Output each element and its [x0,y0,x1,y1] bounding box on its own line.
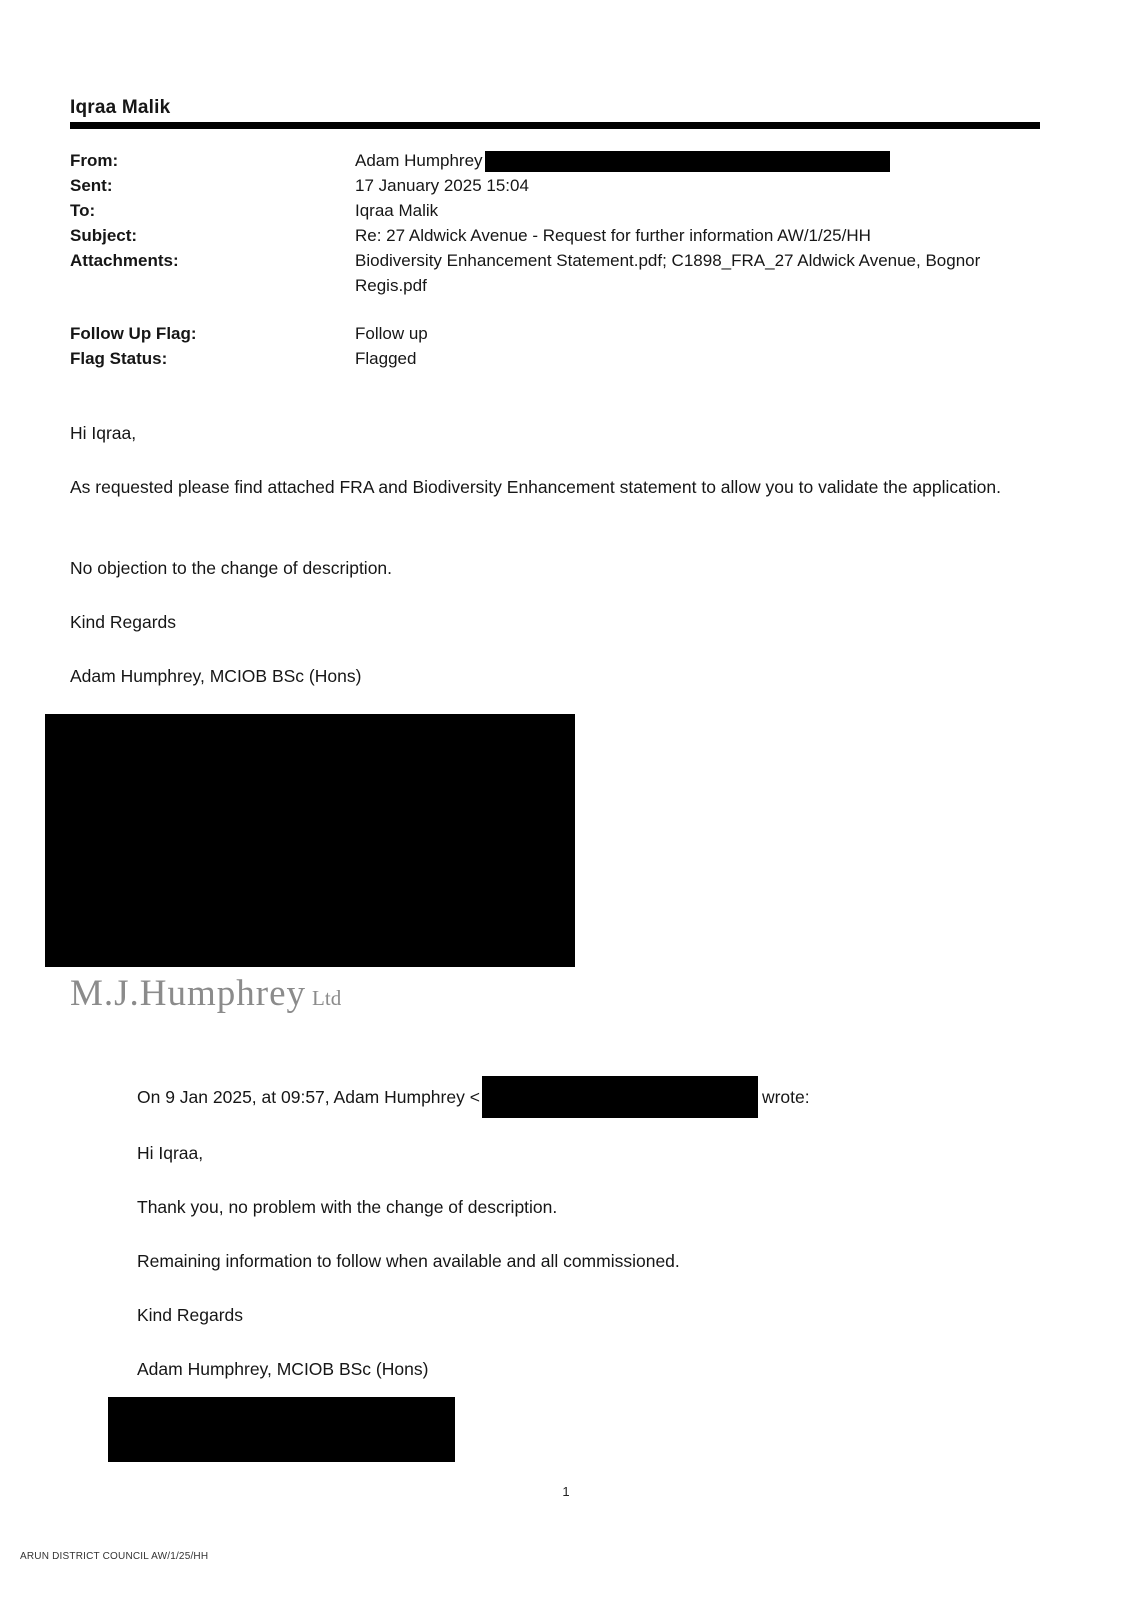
header-field-to [70,198,1040,223]
sent-value: 17 January 2025 15:04 [355,176,529,195]
redaction-box-quoted-email-address [482,1076,758,1118]
flag-status-label: Flag Status: [70,349,168,368]
from-value [355,148,1027,173]
email-flag-fields [70,321,1040,371]
company-logo [70,972,341,1015]
message-paragraph-2: No objection to the change of description. [70,558,393,578]
to-label: To: [70,201,96,220]
message-signature: Adam Humphrey, MCIOB BSc (Hons) [70,666,362,686]
document-footer-reference: ARUN DISTRICT COUNCIL AW/1/25/HH [20,1551,209,1562]
header-field-follow-up [70,321,1040,346]
header-field-attachments [70,248,1040,298]
redaction-box-email-address [485,151,890,172]
follow-up-flag-label: Follow Up Flag: [70,324,197,343]
quoted-paragraph-1: Thank you, no problem with the change of description. [137,1197,558,1217]
quoted-attribution-prefix: On 9 Jan 2025, at 09:57, Adam Humphrey < [137,1086,480,1107]
quoted-attribution-line [137,1076,1017,1118]
header-field-sent [70,173,1040,198]
quoted-paragraph-2: Remaining information to follow when available and all commissioned. [137,1251,680,1271]
page-number: 1 [562,1484,570,1499]
subject-value: Re: 27 Aldwick Avenue - Request for further information AW/1/25/HH [355,226,871,245]
header-field-from [70,148,1040,173]
header-field-subject [70,223,1040,248]
attachments-value: Biodiversity Enhancement Statement.pdf; C1898_FRA_27 Aldwick Avenue, Bognor Regis.pdf [355,251,981,295]
subject-label: Subject: [70,226,138,245]
from-sender-name: Adam Humphrey [355,151,483,170]
message-greeting: Hi Iqraa, [70,423,137,443]
quoted-signature: Adam Humphrey, MCIOB BSc (Hons) [137,1359,429,1379]
message-paragraph-1: As requested please find attached FRA and Biodiversity Enhancement statement to allow you to validate the application. [70,477,1001,497]
sent-label: Sent: [70,176,113,195]
company-suffix: Ltd [312,986,342,1010]
quoted-sign-off: Kind Regards [137,1305,244,1325]
flag-status-value: Flagged [355,349,417,368]
header-field-flag-status [70,346,1040,371]
header-divider-rule [70,122,1040,129]
follow-up-flag-value: Follow up [355,324,428,343]
to-value: Iqraa Malik [355,201,439,220]
quoted-greeting: Hi Iqraa, [137,1143,204,1163]
attachments-label: Attachments: [70,251,179,270]
redaction-box-quoted-signature-block [108,1397,455,1462]
redaction-box-signature-block [45,714,575,967]
quoted-attribution-suffix: wrote: [761,1086,810,1107]
company-name: M.J.Humphrey [70,973,307,1014]
from-label: From: [70,151,119,170]
email-header-fields [70,148,1040,298]
recipient-name-heading: Iqraa Malik [70,97,171,118]
message-sign-off: Kind Regards [70,612,177,632]
